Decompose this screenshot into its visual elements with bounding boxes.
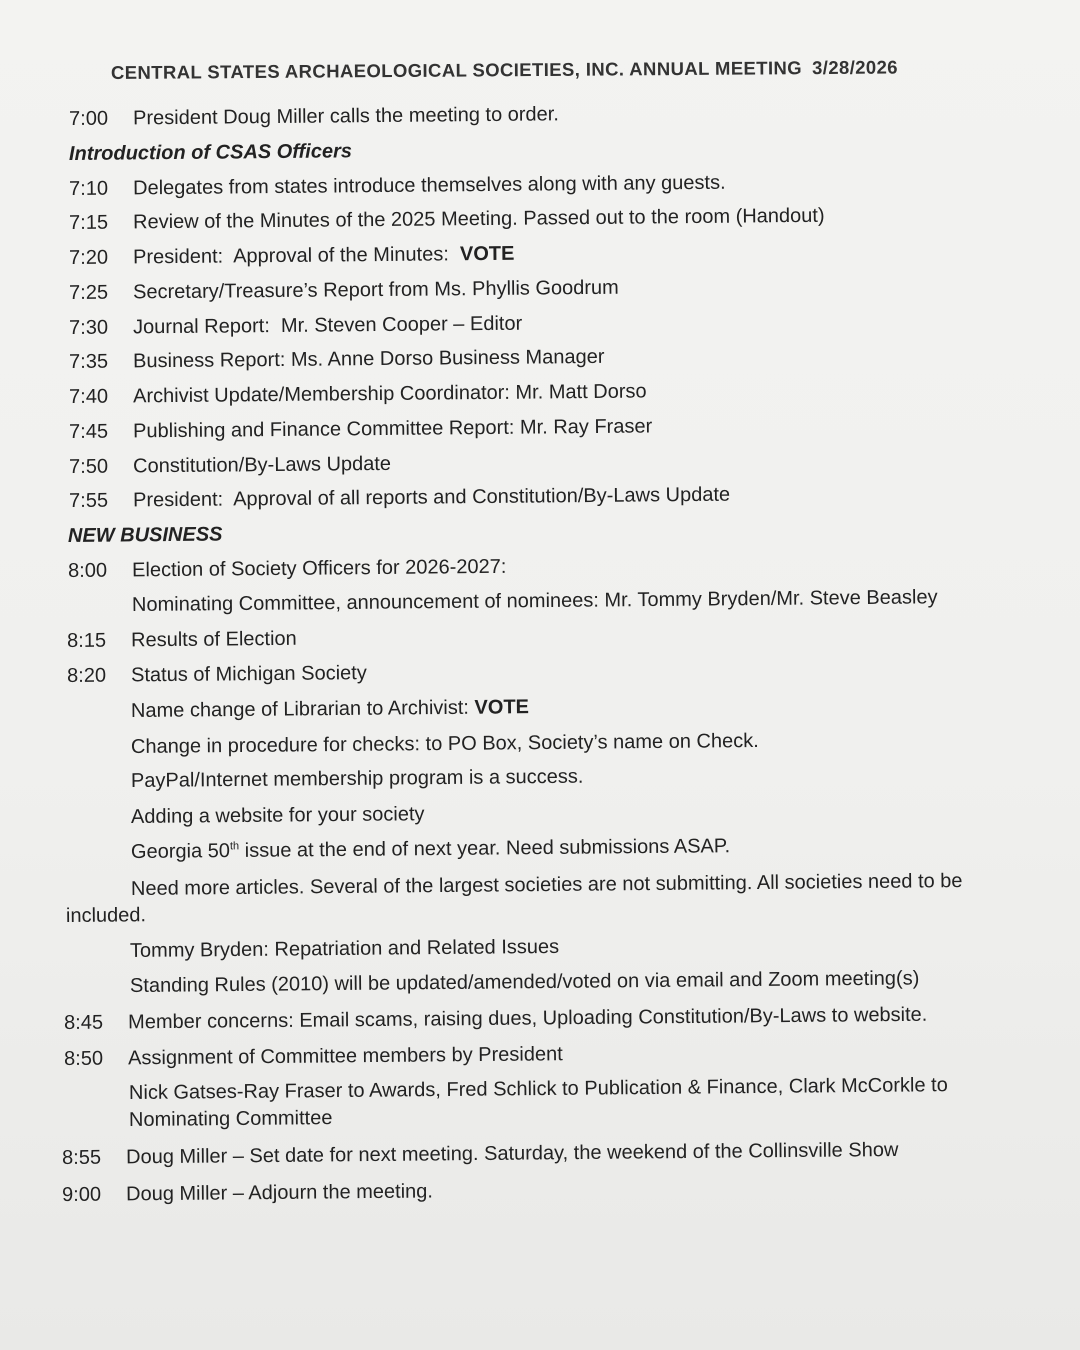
agenda-text: Status of Michigan Society <box>130 662 367 687</box>
agenda-text: Constitution/By-Laws Update <box>132 452 392 478</box>
agenda-time: 8:20 <box>67 664 107 687</box>
agenda-time: 8:15 <box>67 629 107 652</box>
agenda-text: Business Report: Ms. Anne Dorso Business Manager <box>132 345 605 373</box>
repatriation-note: Tommy Bryden: Repatriation and Related Issues <box>129 935 560 962</box>
agenda-time: 7:20 <box>69 246 109 269</box>
document-title <box>111 57 898 84</box>
agenda-time: 7:30 <box>69 316 109 339</box>
vote-label: VOTE <box>474 696 530 719</box>
agenda-text: Archivist Update/Membership Coordinator: Mr. Matt Dorso <box>132 380 647 408</box>
agenda-text: Delegates from states introduce themselves along with any guests. <box>132 171 726 200</box>
agenda-text: Review of the Minutes of the 2025 Meeting. Passed out to the room (Handout) <box>132 204 825 234</box>
agenda-time: 8:50 <box>64 1047 104 1070</box>
vote-label: VOTE <box>459 242 515 266</box>
website-note: Adding a website for your society <box>130 803 425 828</box>
nominating-committee-note: Nominating Committee, announcement of nominees: Mr. Tommy Bryden/Mr. Steve Beasley <box>131 586 938 616</box>
articles-note-line1: Need more articles. Several of the largest societies are not submitting. All societies need to be <box>130 870 963 900</box>
agenda-time: 8:00 <box>68 559 108 582</box>
agenda-time: 7:25 <box>69 281 109 304</box>
agenda-time: 8:55 <box>62 1146 102 1169</box>
note-text: Name change of Librarian to Archivist: <box>130 696 475 722</box>
agenda-time: 8:45 <box>64 1011 104 1034</box>
section-heading-intro: Introduction of CSAS Officers <box>68 140 353 165</box>
agenda-text: President Doug Miller calls the meeting to order. <box>132 103 559 130</box>
name-change-note <box>131 696 529 723</box>
agenda-time: 7:35 <box>69 350 109 373</box>
agenda-time: 7:15 <box>69 211 109 234</box>
agenda-time: 9:00 <box>62 1183 102 1206</box>
agenda-text: Doug Miller – Adjourn the meeting. <box>125 1180 434 1206</box>
agenda-time: 7:55 <box>69 489 109 512</box>
ordinal-suffix: th <box>229 840 240 853</box>
note-text: Georgia 50 <box>130 840 231 863</box>
checks-note: Change in procedure for checks: to PO Box, Society’s name on Check. <box>130 729 759 758</box>
agenda-text: Secretary/Treasure’s Report from Ms. Phyllis Goodrum <box>132 276 619 304</box>
note-text: issue at the end of next year. Need submissions ASAP. <box>239 835 731 862</box>
agenda-text: Journal Report: Mr. Steven Cooper – Editor <box>132 312 523 339</box>
articles-note-line2: included. <box>65 904 147 927</box>
standing-rules-note: Standing Rules (2010) will be updated/amended/voted on via email and Zoom meeting(s) <box>129 967 920 997</box>
agenda-text: Publishing and Finance Committee Report: Mr. Ray Fraser <box>132 415 653 443</box>
agenda-time: 7:40 <box>69 385 109 408</box>
agenda-text: Doug Miller – Set date for next meeting. Saturday, the weekend of the Collinsville Show <box>125 1138 899 1169</box>
paypal-note: PayPal/Internet membership program is a success. <box>130 765 584 792</box>
agenda-time: 7:45 <box>69 420 109 443</box>
meeting-title: CENTRAL STATES ARCHAEOLOGICAL SOCIETIES, INC. ANNUAL MEETING <box>110 57 803 83</box>
georgia-issue-note <box>131 835 730 864</box>
section-heading-new-business: NEW BUSINESS <box>67 523 223 547</box>
agenda-text: Results of Election <box>130 627 297 652</box>
agenda-text: Assignment of Committee members by President <box>127 1043 563 1070</box>
agenda-text: President: Approval of the Minutes: <box>132 243 461 269</box>
agenda-time: 7:10 <box>69 177 109 200</box>
agenda-time: 7:50 <box>69 455 109 478</box>
meeting-date: 3/28/2026 <box>811 56 899 79</box>
agenda-text: President: Approval of all reports and Constitution/By-Laws Update <box>132 483 731 512</box>
agenda-text: Election of Society Officers for 2026-2027: <box>131 555 507 582</box>
agenda-time: 7:00 <box>69 107 109 130</box>
assignments-note-line2: Nominating Committee <box>128 1107 333 1131</box>
assignments-note-line1: Nick Gatses-Ray Fraser to Awards, Fred Schlick to Publication & Finance, Clark McCorkle to <box>128 1074 948 1104</box>
agenda-text: Member concerns: Email scams, raising dues, Uploading Constitution/By-Laws to website. <box>127 1003 928 1034</box>
